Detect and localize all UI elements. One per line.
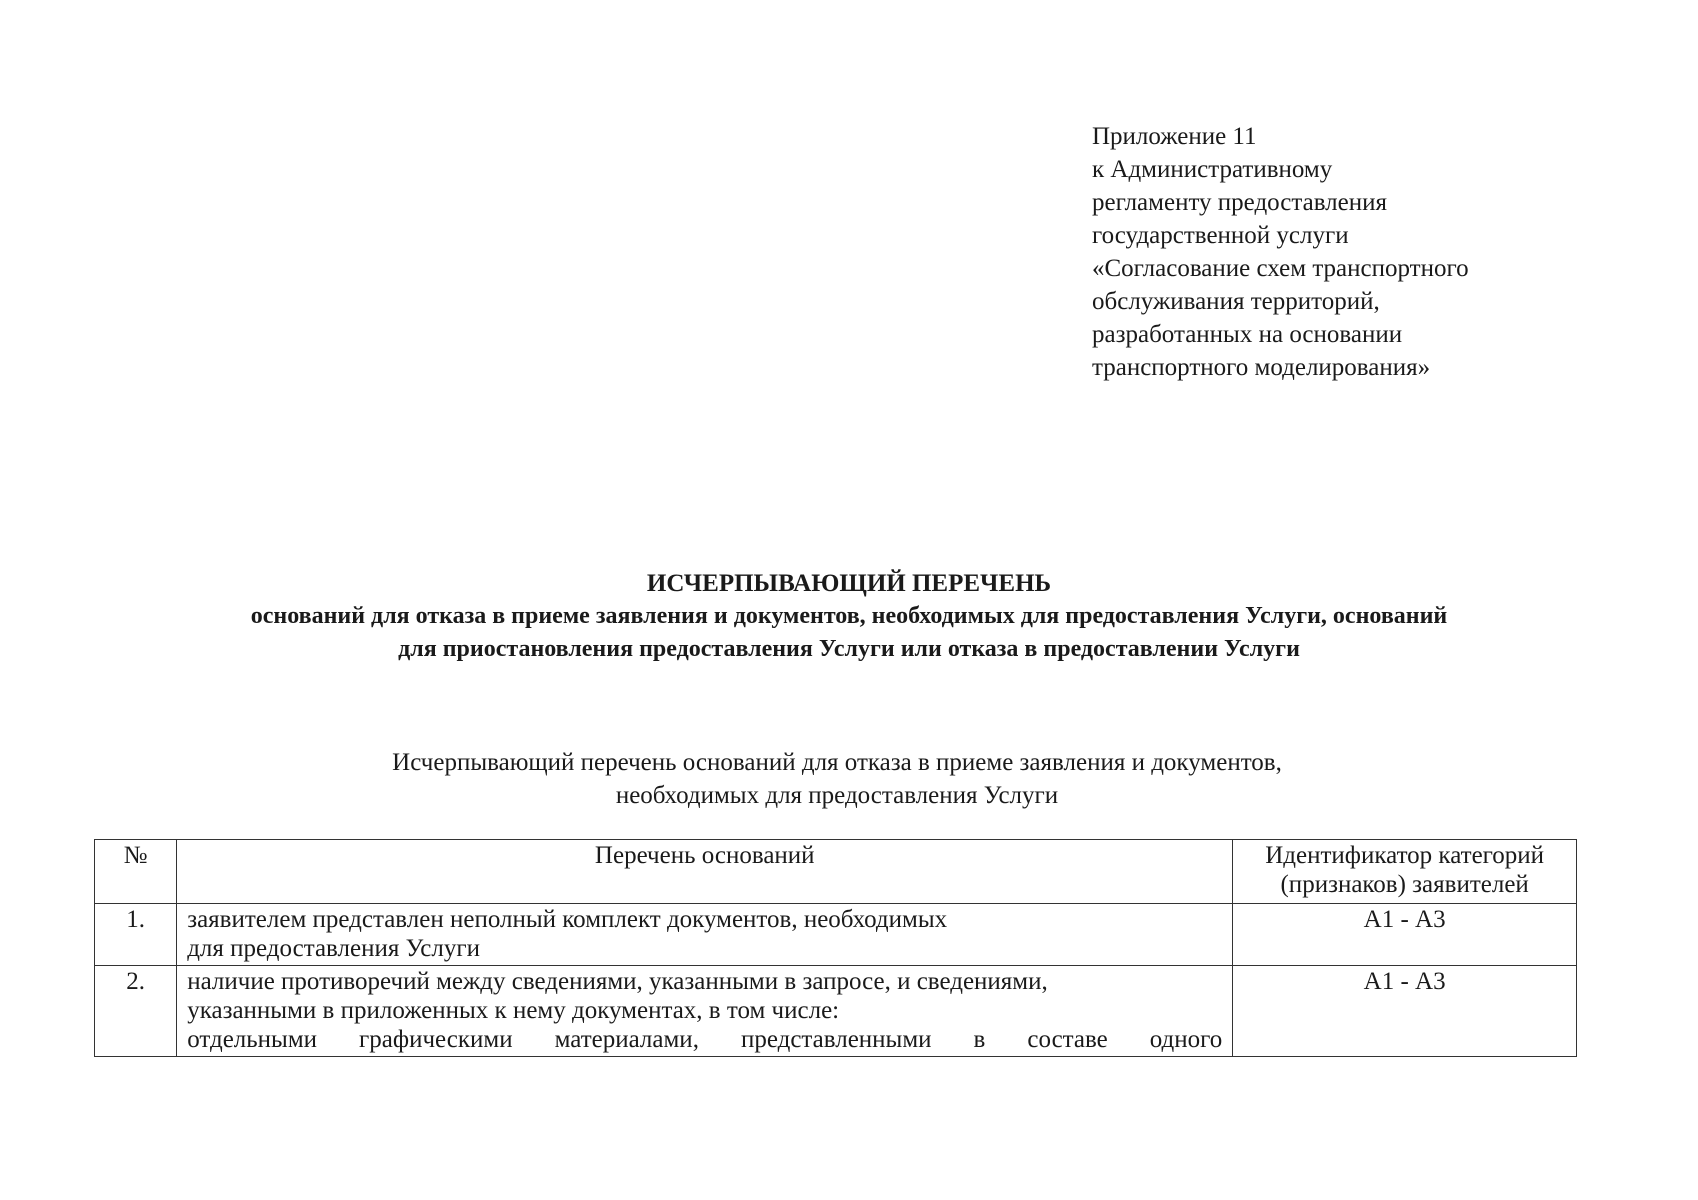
row-identifier: А1 - А3: [1233, 904, 1577, 966]
header-identifier: Идентификатор категорий (признаков) заявителей: [1233, 840, 1577, 904]
appendix-block: [1092, 120, 1652, 384]
section-subtitle-line-2: необходимых для предоставления Услуги: [615, 782, 1059, 809]
row-number: 1.: [95, 904, 177, 966]
appendix-line: обслуживания территорий,: [1092, 288, 1380, 315]
row-number: 2.: [95, 966, 177, 1057]
row-text-line: для предоставления Услуги: [187, 935, 481, 962]
header-number: №: [95, 840, 177, 904]
row-text-line: наличие противоречий между сведениями, указанными в запросе, и сведениями,: [187, 968, 1048, 995]
appendix-line: к Административному: [1092, 156, 1333, 183]
section-subtitle-line-1: Исчерпывающий перечень оснований для отказа в приеме заявления и документов,: [392, 749, 1282, 776]
document-title-line-2: оснований для отказа в приеме заявления и документов, необходимых для предоставления Услуги, оснований: [250, 603, 1448, 629]
appendix-line: государственной услуги: [1092, 222, 1349, 249]
row-text-line: указанными в приложенных к нему документах, в том числе:: [187, 997, 840, 1024]
row-text-line: отдельными графическими материалами, представленными в составе одного: [187, 1026, 1223, 1053]
header-grounds: Перечень оснований: [177, 840, 1233, 904]
document-title-line-3: для приостановления предоставления Услуги или отказа в предоставлении Услуги: [398, 636, 1300, 662]
row-grounds-text: [177, 966, 1233, 1057]
document-title: ИСЧЕРПЫВАЮЩИЙ ПЕРЕЧЕНЬ: [646, 570, 1052, 597]
row-text-line: заявителем представлен неполный комплект документов, необходимых: [187, 906, 948, 933]
grounds-table: [94, 839, 1577, 1057]
appendix-line: регламенту предоставления: [1092, 189, 1388, 216]
table-header-row: [95, 840, 1577, 904]
table-row: [95, 904, 1577, 966]
row-identifier: А1 - А3: [1233, 966, 1577, 1057]
appendix-line: транспортного моделирования»: [1092, 354, 1431, 381]
row-grounds-text: [177, 904, 1233, 966]
table-row: [95, 966, 1577, 1057]
appendix-line: «Согласование схем транспортного: [1092, 255, 1469, 282]
appendix-line: разработанных на основании: [1092, 321, 1403, 348]
appendix-line: Приложение 11: [1092, 123, 1257, 150]
